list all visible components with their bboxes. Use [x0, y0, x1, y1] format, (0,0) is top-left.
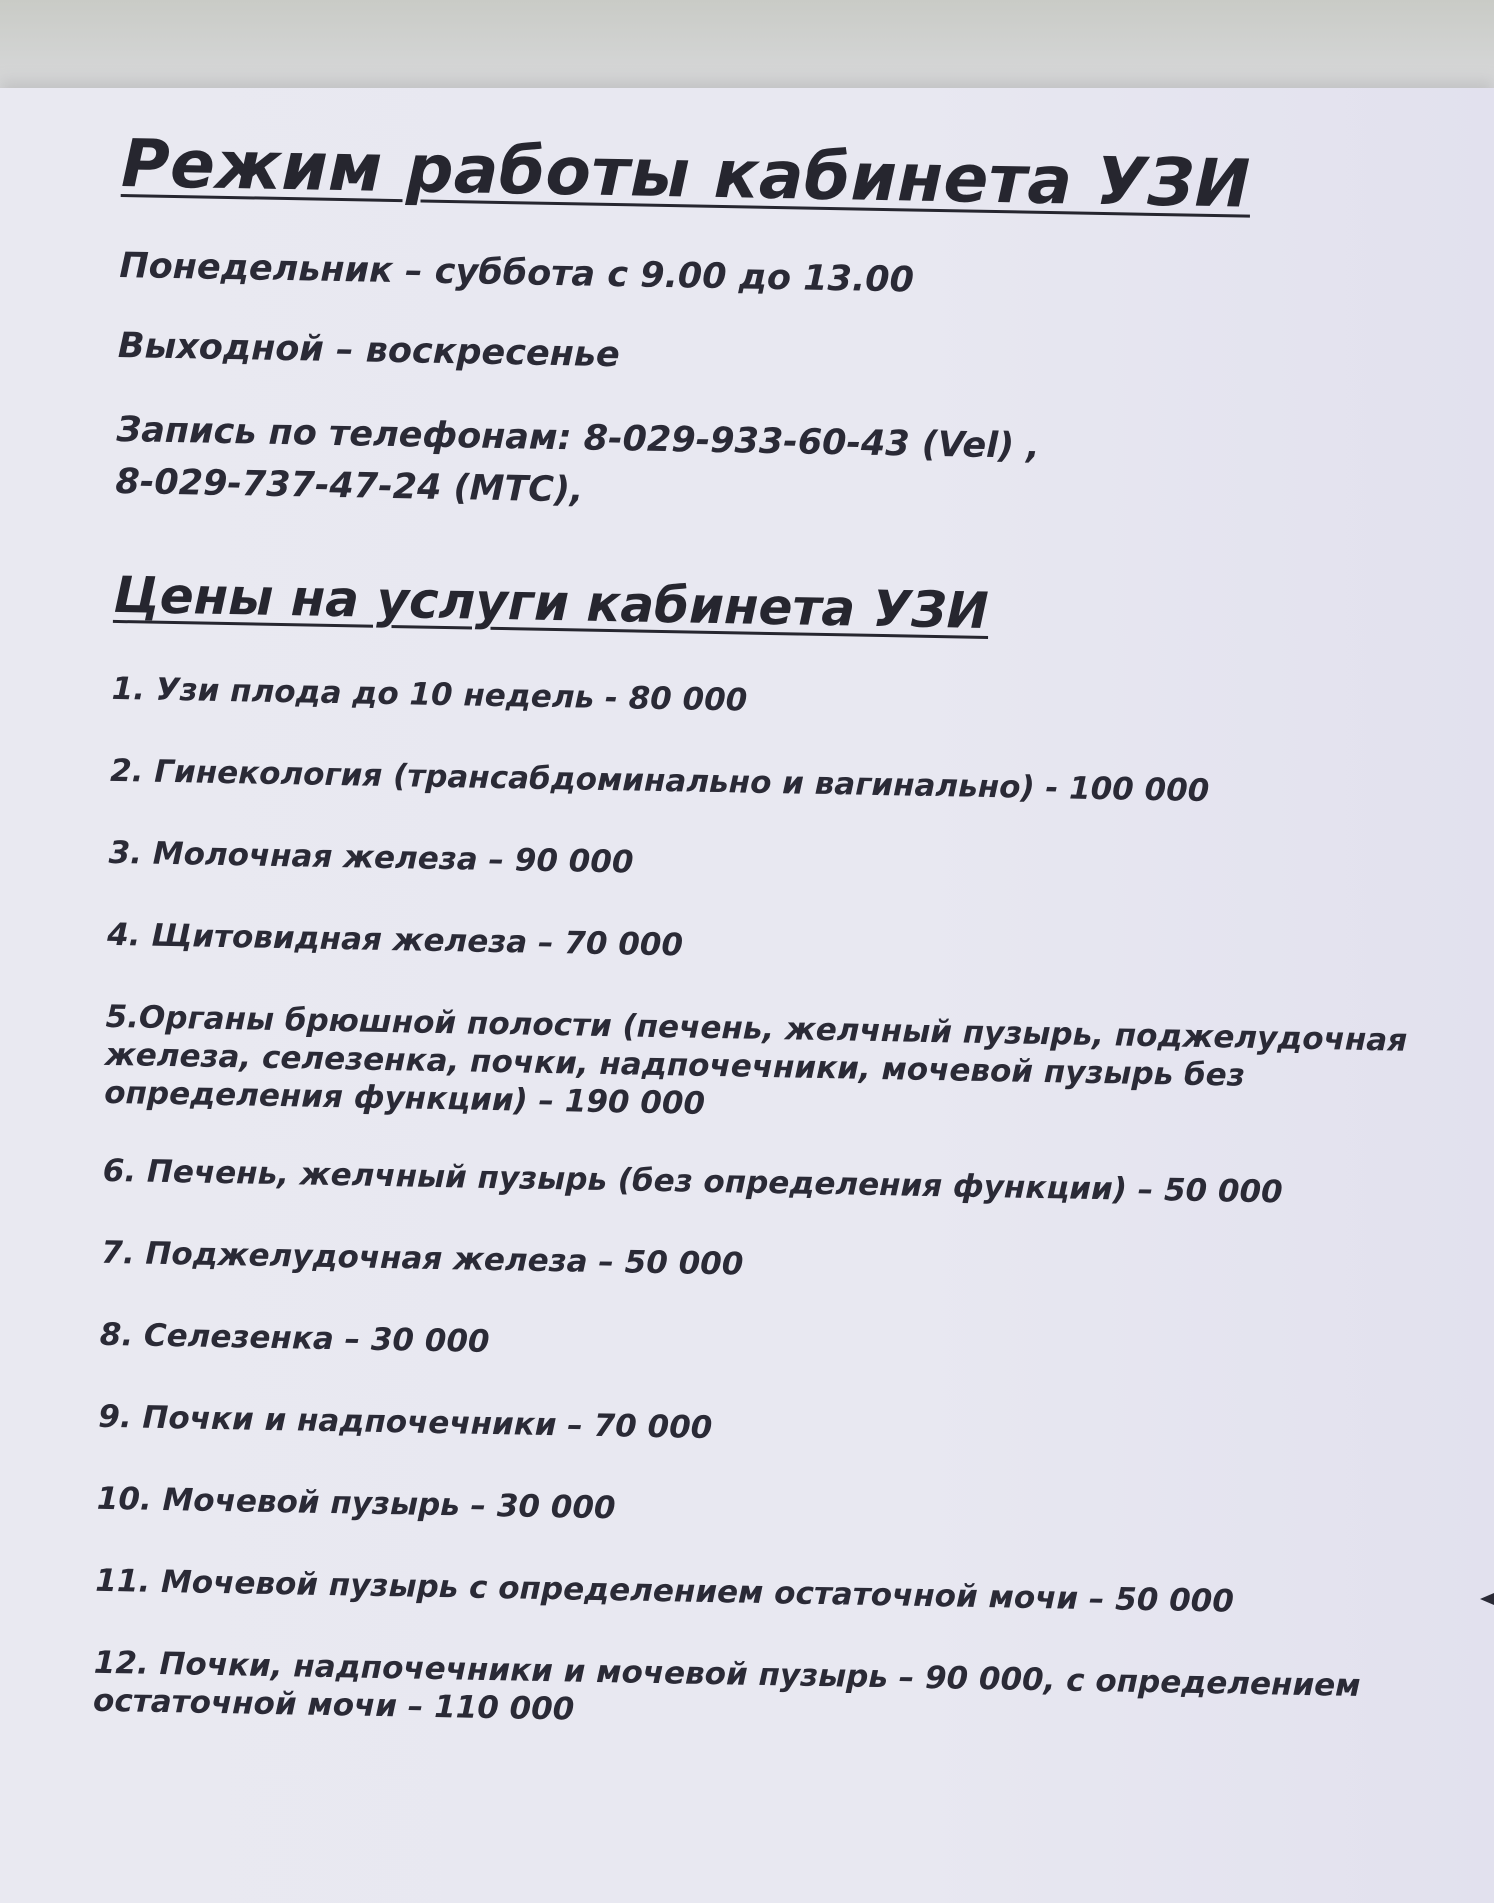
notice-content	[92, 125, 1462, 1788]
price-item-6: 6. Печень, желчный пузырь (без определения функции) – 50 000	[102, 1152, 1283, 1211]
weekday-hours: Понедельник – суббота с 9.00 до 13.00	[119, 245, 915, 301]
price-item-8: 8. Селезенка – 30 000	[99, 1316, 490, 1360]
price-item-10: 10. Мочевой пузырь – 30 000	[96, 1480, 616, 1527]
price-list	[93, 670, 1452, 1744]
price-item-2: 2. Гинекология (трансабдоминально и вагинально) - 100 000	[109, 752, 1210, 810]
price-item-1: 1. Узи плода до 10 недель - 80 000	[111, 670, 748, 719]
prices-title: Цены на услуги кабинета УЗИ	[112, 565, 990, 640]
paper-edge-mark	[1480, 1593, 1494, 1605]
price-item-4: 4. Щитовидная железа – 70 000	[106, 916, 684, 964]
day-off: Выходной – воскресенье	[117, 325, 621, 376]
price-item-9: 9. Почки и надпочечники – 70 000	[97, 1398, 713, 1447]
price-item-5: 5.Органы брюшной полости (печень, желчный пузырь, поджелудочная железа, селезенка, почки, надпочечники, мочевой пузырь без определения функции) – 190 000	[103, 998, 1408, 1122]
schedule-title: Режим работы кабинета УЗИ	[120, 125, 1252, 223]
phones-line-2: 8-029-737-47-24 (МТС),	[115, 461, 584, 511]
price-item-12: 12. Почки, надпочечники и мочевой пузырь – 90 000, с определением остаточной мочи – 110 000	[92, 1644, 1361, 1728]
price-item-7: 7. Поджелудочная железа – 50 000	[100, 1234, 744, 1283]
price-item-3: 3. Молочная железа – 90 000	[108, 834, 634, 881]
phones-line-1: Запись по телефонам: 8-029-933-60-43 (Vel) ,	[116, 409, 1040, 467]
price-item-11: 11. Мочевой пузырь с определением остаточной мочи – 50 000	[94, 1562, 1235, 1620]
